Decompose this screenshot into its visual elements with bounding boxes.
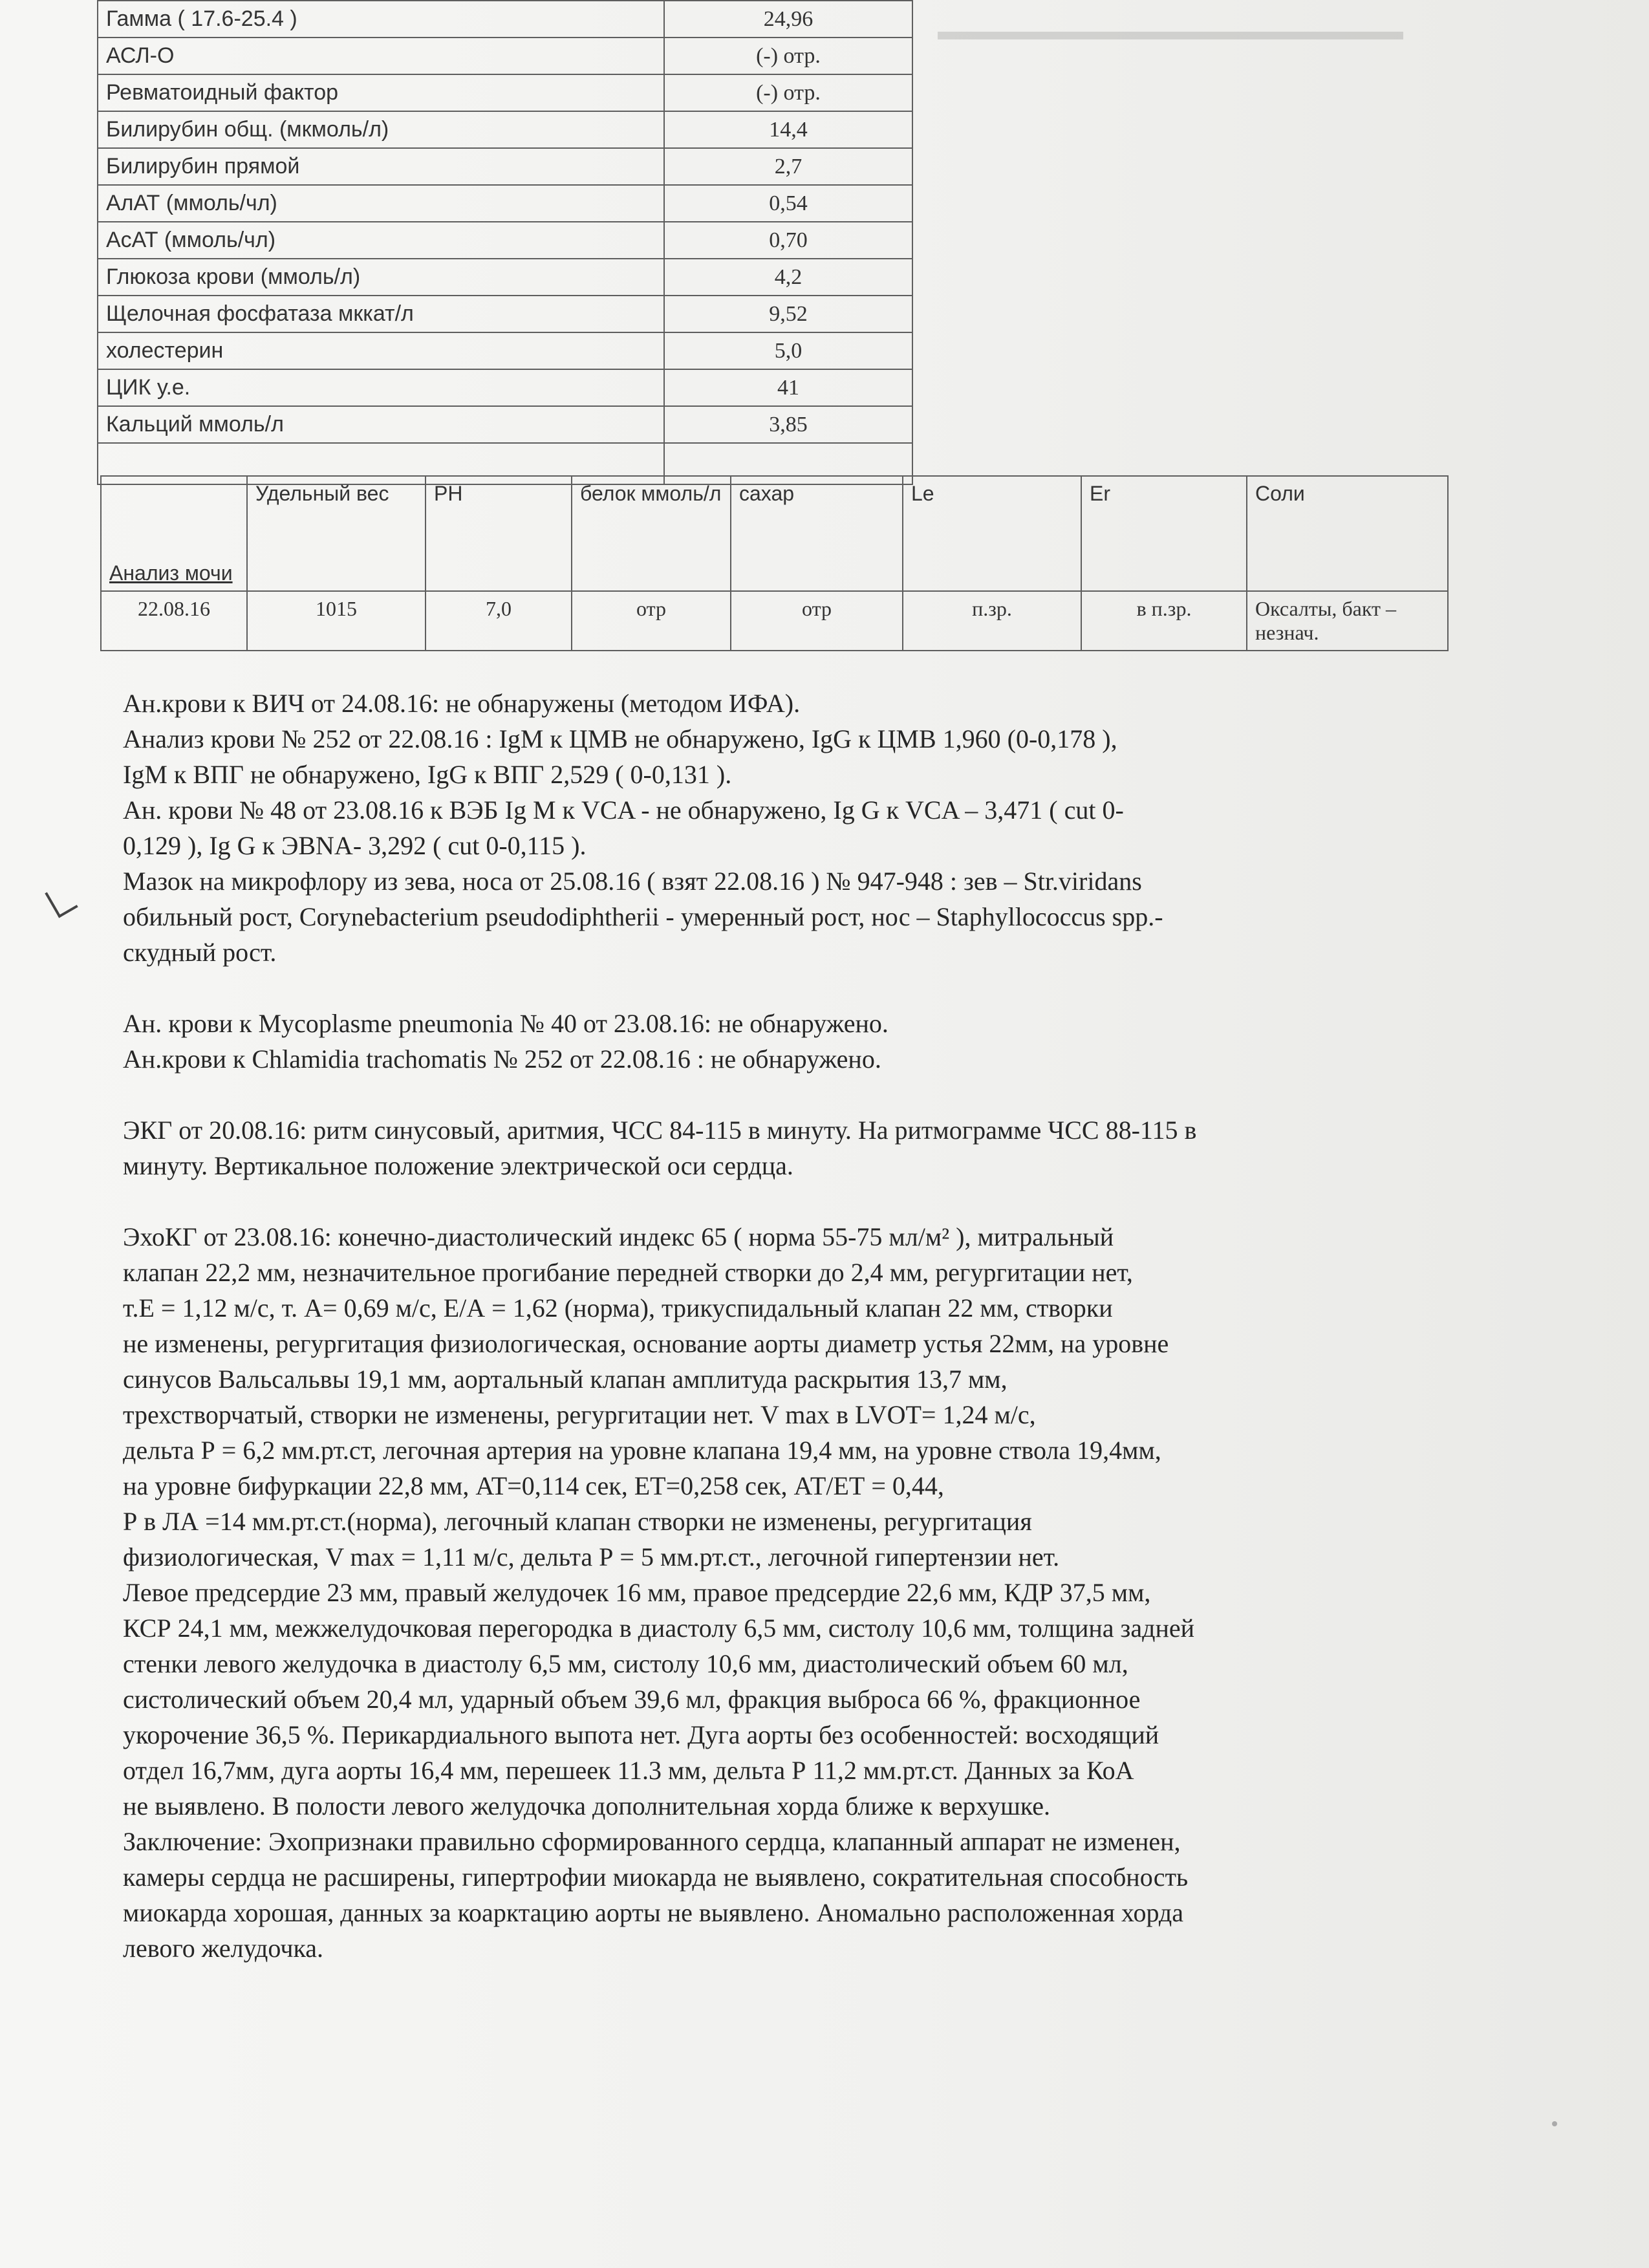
- urine-header-belok: белок ммоль/л: [572, 476, 731, 591]
- lab-test-name: Щелочная фосфатаза мккат/л: [98, 296, 664, 332]
- lab-row: [98, 148, 912, 185]
- lab-test-value: 5,0: [664, 332, 912, 369]
- report-line: Ан. крови к Mycoplasme pneumonia № 40 от 23.08.16: не обнаружено.: [123, 1009, 889, 1038]
- report-line: отдел 16,7мм, дуга аорты 16,4 мм, перешеек 11.3 мм, дельта Р 11,2 мм.рт.ст. Данных за КоА: [123, 1756, 1134, 1785]
- report-line: не выявлено. В полости левого желудочка дополнительная хорда ближе к верхушке.: [123, 1791, 1050, 1820]
- lab-test-value: (-) отр.: [664, 38, 912, 74]
- report-line: камеры сердца не расширены, гипертрофии миокарда не выявлено, сократительная способность: [123, 1863, 1189, 1892]
- urine-le: п.зр.: [903, 591, 1081, 651]
- urine-label: Анализ мочи: [101, 476, 247, 591]
- lab-test-value: 24,96: [664, 1, 912, 38]
- report-line: [123, 970, 1513, 1006]
- urine-header-er: Er: [1081, 476, 1247, 591]
- report-line: [123, 1183, 1513, 1219]
- lab-row: [98, 332, 912, 369]
- report-line: минуту. Вертикальное положение электрической оси сердца.: [123, 1151, 793, 1180]
- lab-row: [98, 111, 912, 148]
- lab-row: [98, 38, 912, 74]
- lab-row: [98, 369, 912, 406]
- report-line: Заключение: Эхопризнаки правильно сформированного сердца, клапанный аппарат не изменен,: [123, 1827, 1181, 1856]
- lab-test-value: 41: [664, 369, 912, 406]
- report-line: т.Е = 1,12 м/с, т. А= 0,69 м/с, Е/А = 1,62 (норма), трикуспидальный клапан 22 мм, створки: [123, 1293, 1113, 1323]
- report-line: Левое предсердие 23 мм, правый желудочек 16 мм, правое предсердие 22,6 мм, КДР 37,5 мм,: [123, 1578, 1151, 1607]
- urine-date: 22.08.16: [101, 591, 247, 651]
- lab-test-name: Билирубин общ. (мкмоль/л): [98, 111, 664, 148]
- report-line: физиологическая, V max = 1,11 м/с, дельта Р = 5 мм.рт.ст., легочной гипертензии нет.: [123, 1542, 1060, 1571]
- report-line: Мазок на микрофлору из зева, носа от 25.08.16 ( взят 22.08.16 ) № 947-948 : зев – Str.viridans: [123, 867, 1142, 896]
- lab-row: [98, 296, 912, 332]
- lab-test-value: (-) отр.: [664, 74, 912, 111]
- lab-test-name: Кальций ммоль/л: [98, 406, 664, 443]
- urine-header-sahar: сахар: [731, 476, 903, 591]
- lab-test-name: АлАТ (ммоль/чл): [98, 185, 664, 222]
- speck: [1552, 2121, 1557, 2126]
- urine-header-ud-ves: Удельный вес: [247, 476, 426, 591]
- lab-test-name: ЦИК у.е.: [98, 369, 664, 406]
- lab-test-name: АСЛ-О: [98, 38, 664, 74]
- report-line: Ан. крови № 48 от 23.08.16 к ВЭБ Ig M к VCA - не обнаружено, Ig G к VCA – 3,471 ( cut 0-: [123, 795, 1124, 825]
- report-line: Анализ крови № 252 от 22.08.16 : IgM к ЦМВ не обнаружено, IgG к ЦМВ 1,960 (0-0,178 ),: [123, 724, 1117, 753]
- lab-test-value: 4,2: [664, 259, 912, 296]
- report-line: синусов Вальсальвы 19,1 мм, аортальный клапан амплитуда раскрытия 13,7 мм,: [123, 1365, 1008, 1394]
- lab-test-value: 3,85: [664, 406, 912, 443]
- report-line: 0,129 ), Ig G к ЭВNA- 3,292 ( cut 0-0,115 ).: [123, 831, 587, 860]
- urine-header-soli: Соли: [1247, 476, 1448, 591]
- lab-test-name: Ревматоидный фактор: [98, 74, 664, 111]
- lab-test-name: холестерин: [98, 332, 664, 369]
- lab-test-name: Глюкоза крови (ммоль/л): [98, 259, 664, 296]
- report-text: [123, 686, 1513, 1966]
- report-line: миокарда хорошая, данных за коарктацию аорты не выявлено. Аномально расположенная хорда: [123, 1898, 1184, 1927]
- report-line: Ан.крови к Chlamidia trachomatis № 252 от 22.08.16 : не обнаружено.: [123, 1044, 881, 1074]
- lab-row: [98, 406, 912, 443]
- urine-soli: Оксалты, бакт – незнач.: [1247, 591, 1448, 651]
- report-line: [123, 1077, 1513, 1112]
- lab-test-value: 0,70: [664, 222, 912, 259]
- report-line: КСР 24,1 мм, межжелудочковая перегородка в диастолу 6,5 мм, систолу 10,6 мм, толщина задней: [123, 1614, 1195, 1643]
- lab-row: [98, 74, 912, 111]
- lab-results-table: [97, 0, 913, 485]
- urine-sahar: отр: [731, 591, 903, 651]
- report-line: Р в ЛА =14 мм.рт.ст.(норма), легочный клапан створки не изменены, регургитация: [123, 1507, 1032, 1536]
- report-line: трехстворчатый, створки не изменены, регургитации нет. V max в LVOT= 1,24 м/с,: [123, 1400, 1036, 1429]
- report-line: Ан.крови к ВИЧ от 24.08.16: не обнаружены (методом ИФА).: [123, 689, 801, 718]
- report-line: клапан 22,2 мм, незначительное прогибание передней створки до 2,4 мм, регургитации нет,: [123, 1258, 1133, 1287]
- lab-row: [98, 259, 912, 296]
- lab-test-value: 9,52: [664, 296, 912, 332]
- report-line: скудный рост.: [123, 938, 277, 967]
- lab-row: [98, 1, 912, 38]
- lab-test-value: 0,54: [664, 185, 912, 222]
- report-line: укорочение 36,5 %. Перикардиального выпота нет. Дуга аорты без особенностей: восходящий: [123, 1720, 1159, 1749]
- bleed-through-text: ▬▬▬▬▬▬▬▬▬▬▬▬▬▬▬▬▬▬: [938, 16, 1403, 45]
- urine-er: в п.зр.: [1081, 591, 1247, 651]
- report-line: левого желудочка.: [123, 1934, 324, 1963]
- urine-belok: отр: [572, 591, 731, 651]
- urine-header-ph: PH: [426, 476, 572, 591]
- pen-mark: [45, 882, 78, 918]
- lab-test-name: Билирубин прямой: [98, 148, 664, 185]
- report-line: систолический объем 20,4 мл, ударный объем 39,6 мл, фракция выброса 66 %, фракционное: [123, 1685, 1141, 1714]
- lab-test-name: АсАТ (ммоль/чл): [98, 222, 664, 259]
- report-line: не изменены, регургитация физиологическая, основание аорты диаметр устья 22мм, на уровне: [123, 1329, 1169, 1358]
- report-line: на уровне бифуркации 22,8 мм, AT=0,114 сек, ЕТ=0,258 сек, АТ/ЕТ = 0,44,: [123, 1471, 944, 1500]
- report-line: дельта Р = 6,2 мм.рт.ст, легочная артерия на уровне клапана 19,4 мм, на уровне ствола 19,4мм,: [123, 1436, 1161, 1465]
- lab-test-name: Гамма ( 17.6-25.4 ): [98, 1, 664, 38]
- report-line: стенки левого желудочка в диастолу 6,5 мм, систолу 10,6 мм, диастолический объем 60 мл,: [123, 1649, 1128, 1678]
- urine-header-le: Le: [903, 476, 1081, 591]
- report-line: ЭхоКГ от 23.08.16: конечно-диастолический индекс 65 ( норма 55-75 мл/м² ), митральный: [123, 1222, 1114, 1251]
- report-line: ЭКГ от 20.08.16: ритм синусовый, аритмия, ЧСС 84-115 в минуту. На ритмограмме ЧСС 88-115 в: [123, 1116, 1197, 1145]
- lab-row: [98, 222, 912, 259]
- lab-test-value: 2,7: [664, 148, 912, 185]
- lab-row: [98, 185, 912, 222]
- report-line: обильный рост, Corynebacterium pseudodiphtherii - умеренный рост, нос – Staphyllococcus spp.-: [123, 902, 1163, 931]
- lab-test-value: 14,4: [664, 111, 912, 148]
- urine-ud-ves: 1015: [247, 591, 426, 651]
- urine-analysis-table: [100, 475, 1449, 651]
- urine-ph: 7,0: [426, 591, 572, 651]
- report-line: IgM к ВПГ не обнаружено, IgG к ВПГ 2,529 ( 0-0,131 ).: [123, 760, 732, 789]
